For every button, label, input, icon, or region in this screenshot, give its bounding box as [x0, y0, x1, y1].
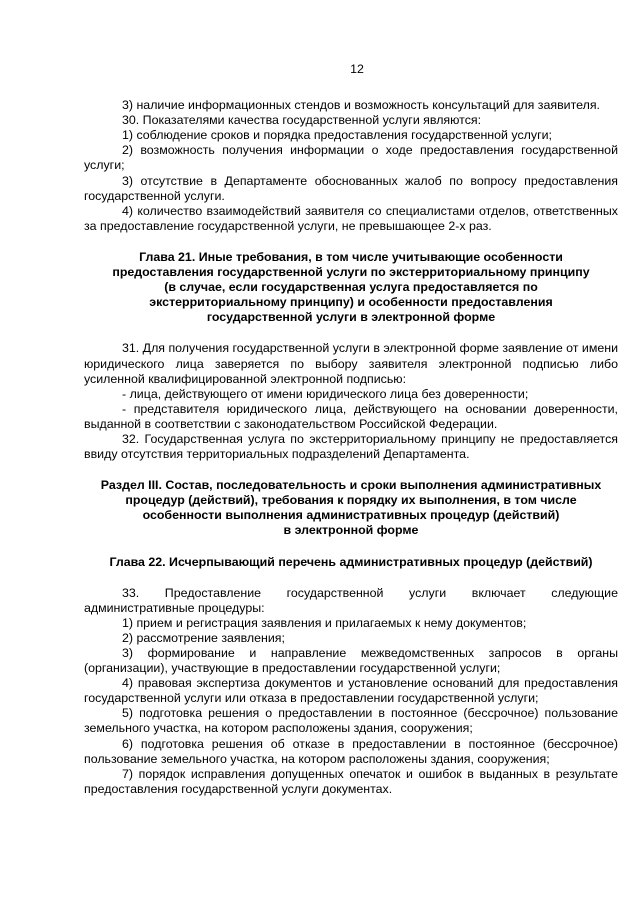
paragraph-32: 32. Государственная услуга по экстерриториальному принципу не предоставляется ввиду отсутствия территориальных подразделений Департамента.: [84, 431, 618, 462]
procedure-item-4: 4) правовая экспертиза документов и установление оснований для предоставления государственной услуги или отказа в предоставлении государственной услуги;: [84, 676, 618, 706]
heading-line: Раздел III. Состав, последовательность и сроки выполнения административных: [100, 478, 602, 493]
paragraph-item-3-stands: 3) наличие информационных стендов и возможность консультаций для заявителя.: [122, 98, 600, 113]
paragraph-31: 31. Для получения государственной услуги в электронной форме заявление от имени юридического лица заверяется по выбору заявителя электронной подписью либо усиленной квалифицированной электронной подписью:: [84, 341, 618, 386]
heading-line: процедур (действий), требования к порядку их выполнения, в том числе: [125, 493, 577, 508]
heading-line: предоставления государственной услуги по экстерриториальному принципу: [112, 265, 590, 280]
procedure-item-1: 1) прием и регистрация заявления и прилагаемых к нему документов;: [122, 615, 527, 630]
procedure-item-7: 7) порядок исправления допущенных опечаток и ошибок в выданных в результате предоставления государственной услуги документах.: [84, 766, 618, 796]
heading-line: (в случае, если государственная услуга предоставляется по: [164, 280, 538, 295]
paragraph-representative: - представителя юридического лица, действующего на основании доверенности, выданной в соответствии с законодательством Российской Федерации.: [84, 401, 618, 431]
procedure-item-2: 2) рассмотрение заявления;: [122, 630, 285, 645]
paragraph-30: 30. Показателями качества государственной услуги являются:: [122, 113, 482, 128]
heading-line: особенности выполнения административных процедур (действий): [142, 508, 560, 523]
page-number: 12: [350, 62, 364, 76]
paragraph-33: 33. Предоставление государственной услуги включает следующие административные процедуры:: [84, 585, 618, 615]
paragraph-item-2-progress-info: 2) возможность получения информации о ходе предоставления государственной услуги;: [84, 143, 618, 173]
paragraph-person-without-proxy: - лица, действующего от имени юридического лица без доверенности;: [122, 386, 529, 401]
procedure-item-3: 3) формирование и направление межведомственных запросов в органы (организации), участвующие в предоставлении государственной услуги;: [84, 646, 618, 676]
document-page: [84, 62, 618, 797]
paragraph-item-1-deadlines: 1) соблюдение сроков и порядка предоставления государственной услуги;: [122, 128, 552, 143]
paragraph-item-3-no-complaints: 3) отсутствие в Департаменте обоснованных жалоб по вопросу предоставления государственной услуги.: [84, 173, 618, 203]
section-3-heading: [84, 478, 618, 538]
heading-line: государственной услуги в электронной форме: [206, 310, 496, 325]
chapter-21-heading: [84, 250, 618, 325]
heading-line: в электронной форме: [283, 523, 419, 538]
paragraph-item-4-interactions: 4) количество взаимодействий заявителя со специалистами отделов, ответственных за предоставление государственной услуги, не превышающее 2-х раз.: [84, 203, 618, 233]
procedure-item-6: 6) подготовка решения об отказе в предоставлении в постоянное (бессрочное) пользование земельного участка, на котором расположены здания, сооружения;: [84, 736, 618, 766]
chapter-22-heading: Глава 22. Исчерпывающий перечень административных процедур (действий): [109, 554, 593, 569]
procedure-item-5: 5) подготовка решения о предоставлении в постоянное (бессрочное) пользование земельного участка, на котором расположены здания, сооружения;: [84, 706, 618, 736]
heading-line: Глава 21. Иные требования, в том числе учитывающие особенности: [139, 249, 563, 264]
heading-line: экстерриториальному принципу) и особенности предоставления: [149, 295, 553, 310]
